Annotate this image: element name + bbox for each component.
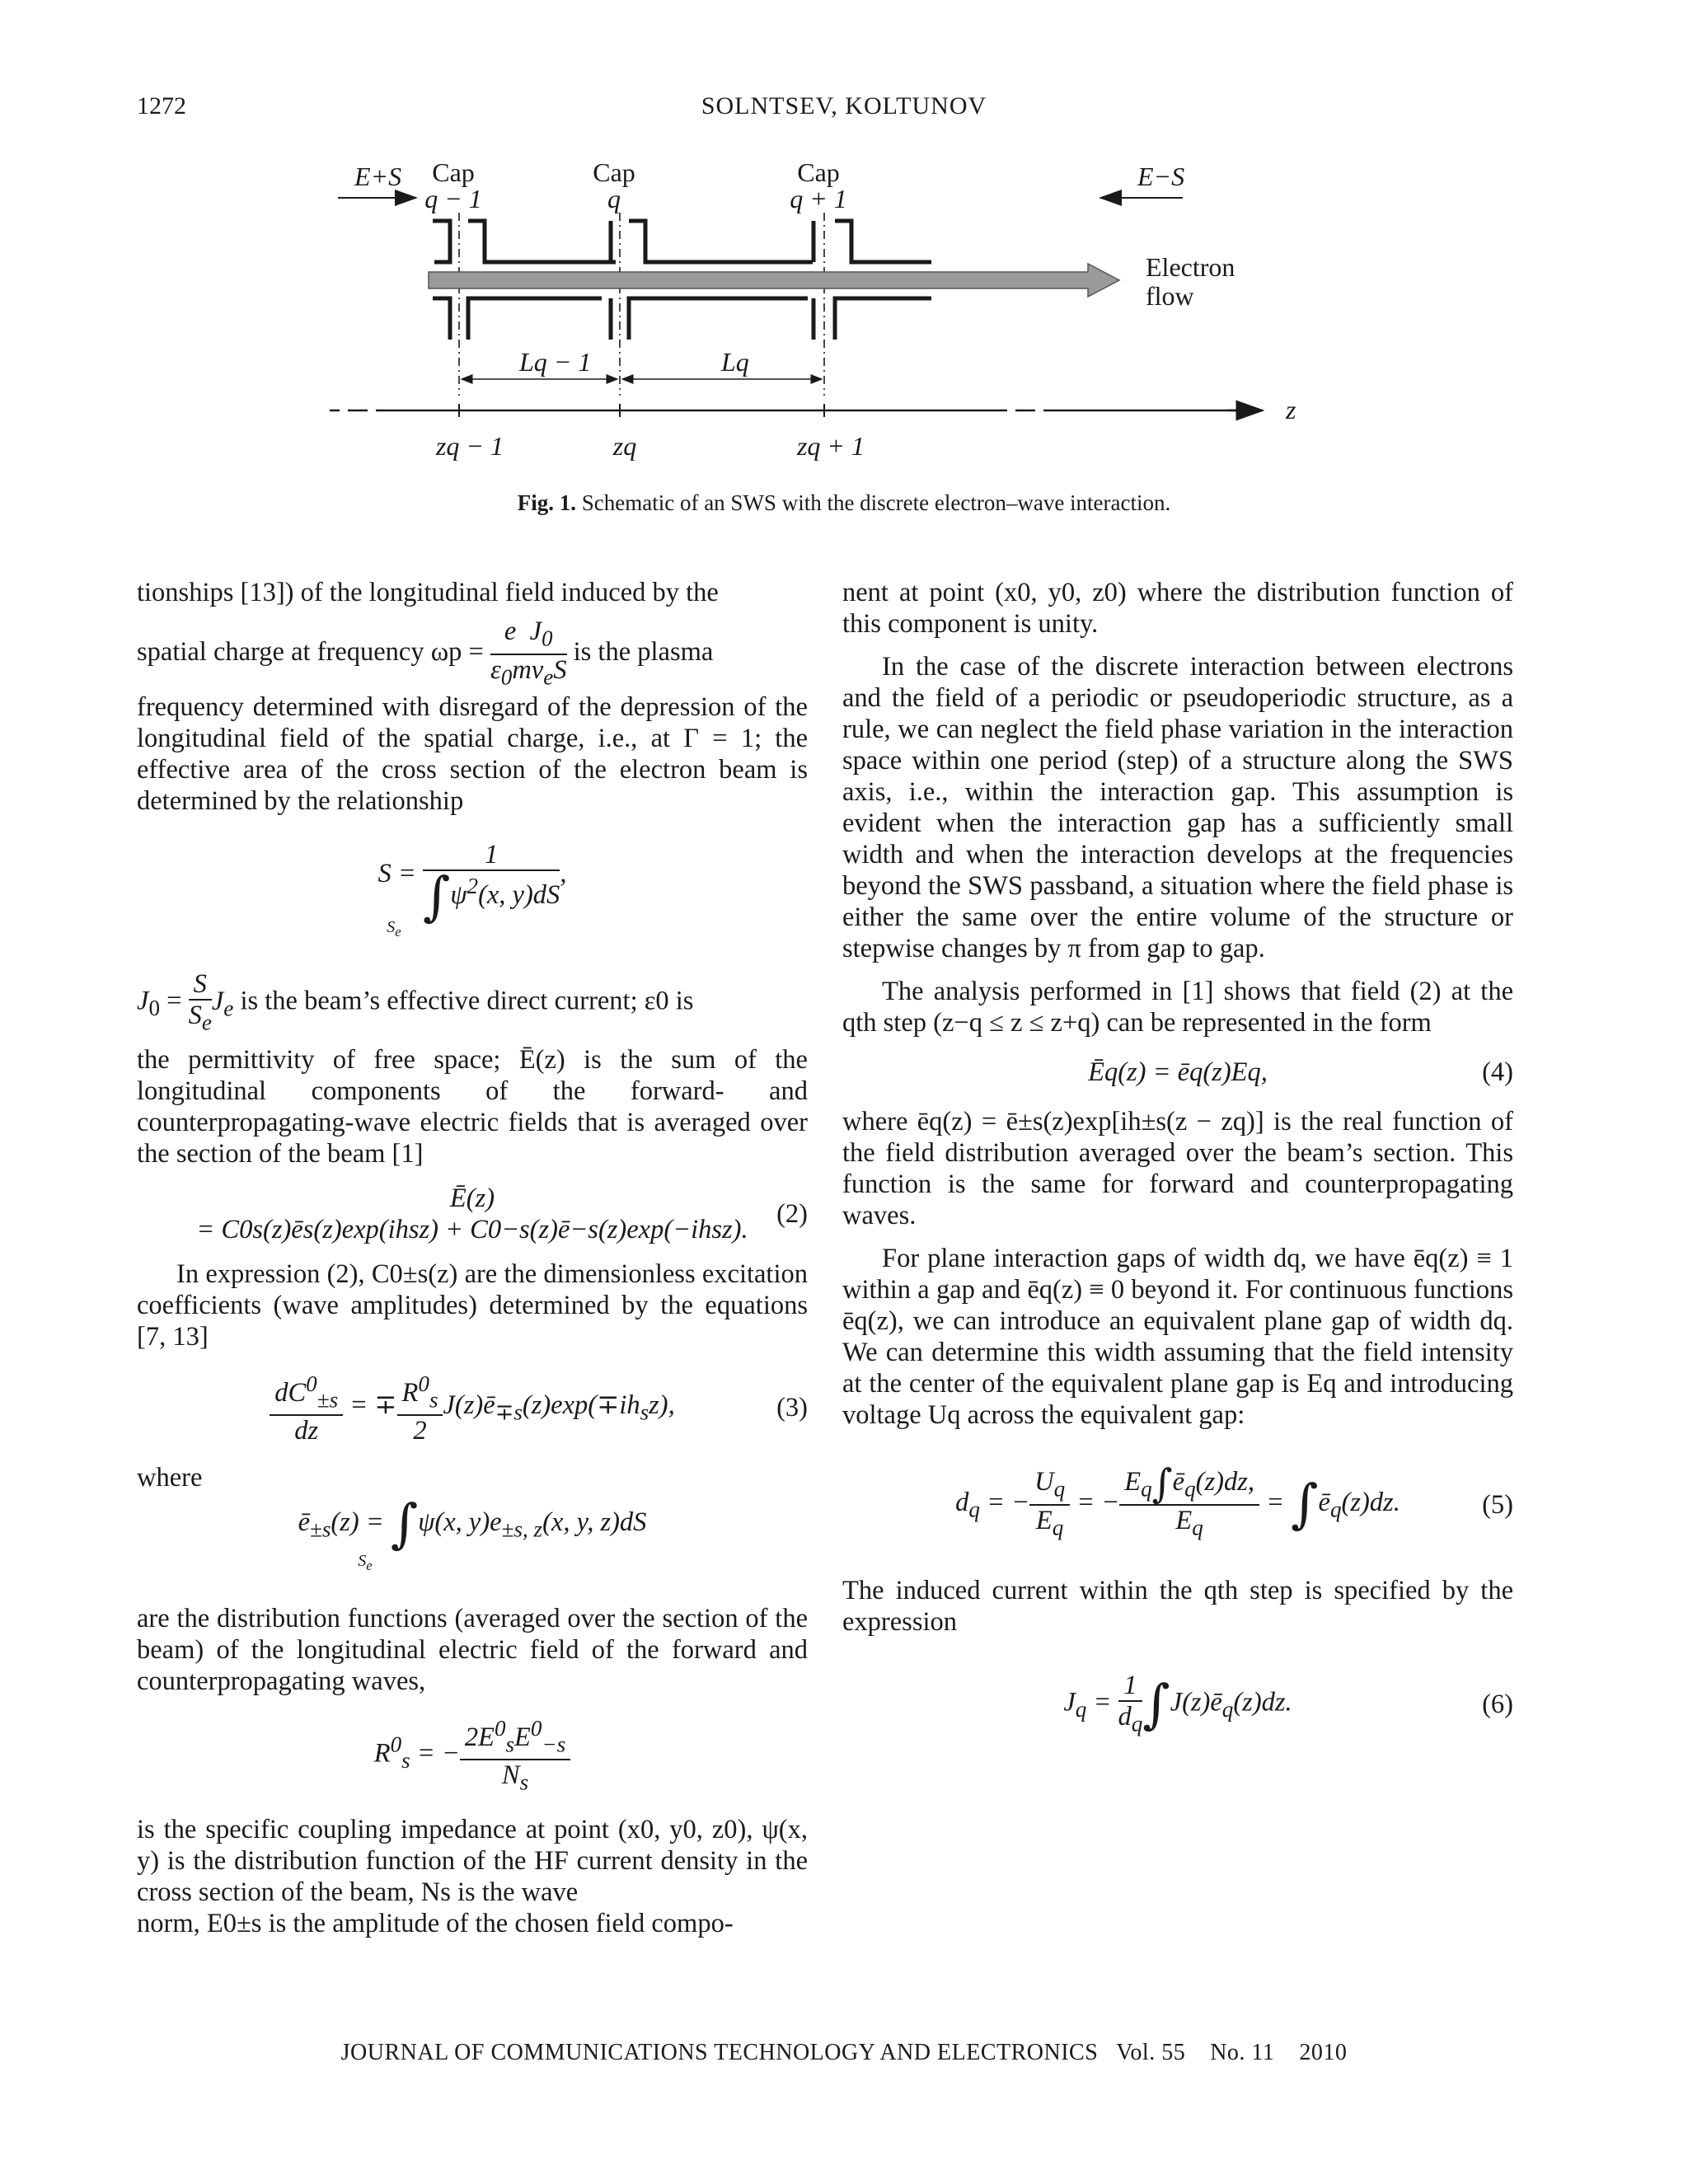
- left-para-7: is the specific coupling impedance at point (x0, y0, z0), ψ(x, y) is the distribution function of the HF current density in the cross section of the beam, Ns is the wave: [137, 1814, 808, 1907]
- equation-3-number: (3): [776, 1392, 808, 1422]
- plasma-frequency-fraction: $\frac{e J_0}{\varepsilon_0mv_eS}$: [490, 616, 567, 689]
- label-e-plus-s: E+S: [354, 162, 402, 191]
- right-para-3: The analysis performed in [1] shows that field (2) at the qth step (z−q ≤ z ≤ z+q) can be represented in the form: [842, 977, 1513, 1038]
- left-para-3: $J_0$ = $\frac{S}{S_e}$ $J_e$ is the beam’s effective direct current; ε0 is: [137, 969, 694, 1035]
- left-para-2c: frequency determined with disregard of the depression of the longitudinal field of the spatial charge, i.e., at Γ = 1; the effective area of the cross section of the electron beam is determined by the relationship: [137, 692, 808, 816]
- right-column: [842, 577, 1513, 1772]
- caption-text: Schematic of an SWS with the discrete electron–wave interaction.: [581, 490, 1171, 515]
- equation-2: Ē(z) = C0s(z)ēs(z)exp(ihsz) + C0−s(z)ē−s(z)exp(−ihsz). (2): [196, 1183, 808, 1244]
- figure-caption: [0, 490, 1688, 516]
- svg-text:q: q: [607, 184, 621, 213]
- svg-text:q − 1: q − 1: [424, 184, 482, 213]
- equation-4: Ēq(z) = ēq(z)Eq, (4): [1088, 1057, 1513, 1087]
- footer-year: 2010: [1299, 2040, 1348, 2065]
- label-z-axis: z: [1286, 395, 1296, 424]
- lower-tube-walls: [433, 298, 931, 340]
- figure-sws-schematic: [321, 148, 1335, 478]
- running-head: SOLNTSEV, KOLTUNOV: [701, 92, 987, 120]
- label-z-q-minus-1: zq − 1: [435, 431, 504, 461]
- label-z-q: zq: [612, 431, 637, 461]
- left-where: where: [137, 1463, 203, 1493]
- left-para-8: norm, E0±s is the amplitude of the chosen field compo-: [137, 1908, 734, 1938]
- svg-text:Cap: Cap: [797, 157, 840, 187]
- label-l-q: Lq: [721, 347, 749, 377]
- left-para-4: the permittivity of free space; Ē(z) is the sum of the longitudinal components of the forward- and counterpropagating-wave electric fields that is averaged over the section of the beam [1]: [137, 1044, 808, 1169]
- left-para-6: are the distribution functions (averaged over the section of the beam) of the longitudinal electric field of the forward and counterpropagating waves,: [137, 1603, 808, 1696]
- page-number: 1272: [137, 92, 186, 120]
- cap-label-2: [593, 157, 635, 213]
- right-para-4: where ēq(z) = ē±s(z)exp[ih±s(z − zq)] is the real function of the field distribution averaged over the beam’s section. This function is the same for forward and counterpropagating waves.: [842, 1107, 1513, 1230]
- right-para-1: nent at point (x0, y0, z0) where the distribution function of this component is unity.: [842, 578, 1513, 639]
- equation-coupling-impedance: $R^0_s$ = − $\frac{2E^0_sE^0_{-s}}{N_s}$: [137, 1713, 808, 1797]
- equation-2-number: (2): [776, 1198, 808, 1229]
- label-e-minus-s: E−S: [1137, 162, 1185, 191]
- footer-volume: Vol. 55: [1116, 2040, 1186, 2065]
- equation-6-number: (6): [1482, 1690, 1513, 1720]
- electron-label: Electron: [1146, 252, 1236, 282]
- equation-3: $\frac{dC^0_{\pm s}}{dz}$ = ∓ $\frac{R^0_s}{2}$ $J(z)ē_{\mp s}(z)\exp(\mp ih_sz)$, (3): [137, 1369, 808, 1446]
- right-para-2: In the case of the discrete interaction between electrons and the field of a periodic or pseudoperiodic structure, as a rule, we can neglect the field phase variation in the interaction space within one period (step) of a structure along the SWS axis, i.e., within the interaction gap. This assumption is evident when the interaction gap has a sufficiently small width and when the interaction develops at the frequencies beyond the SWS passband, a situation where the field phase is either the same over the entire volume of the structure or stepwise changes by π from gap to gap.: [842, 652, 1513, 963]
- label-l-q-minus-1: Lq − 1: [519, 347, 592, 377]
- left-para-5: In expression (2), C0±s(z) are the dimensionless excitation coefficients (wave amplitudes) determined by the equations [7, 13]: [137, 1258, 808, 1352]
- svg-text:Cap: Cap: [593, 157, 635, 187]
- svg-text:q + 1: q + 1: [790, 184, 847, 213]
- equation-5-number: (5): [1482, 1489, 1513, 1520]
- journal-footer: [0, 2040, 1688, 2066]
- cap-label-3: [790, 157, 847, 213]
- left-column: [137, 577, 808, 1939]
- label-z-q-plus-1: zq + 1: [796, 431, 865, 461]
- right-para-5: For plane interaction gaps of width dq, we have ēq(z) ≡ 1 within a gap and ēq(z) ≡ 0 beyond it. For continuous functions ēq(z), we can introduce an equivalent plane gap of width dq. We can determine this width assuming that the field intensity at the center of the equivalent plane gap is Eq and introducing voltage Uq across the equivalent gap:: [842, 1244, 1513, 1430]
- right-para-6: The induced current within the qth step is specified by the expression: [842, 1576, 1513, 1637]
- left-para-1: tionships [13]) of the longitudinal field induced by the: [137, 578, 719, 607]
- footer-number: No. 11: [1210, 2040, 1275, 2065]
- equation-4-number: (4): [1482, 1057, 1513, 1087]
- caption-label: Fig. 1.: [517, 490, 576, 515]
- electron-beam-arrow: [429, 264, 1119, 297]
- footer-journal: JOURNAL OF COMMUNICATIONS TECHNOLOGY AND ELECTRONICS: [340, 2040, 1099, 2065]
- gap-centerlines: [459, 213, 824, 396]
- equation-distribution-function: $ē_{\pm s}(z) = \int\psi(x$, $y)e_{\pm s, z}(x$, y, z)dS $S_e$: [298, 1493, 647, 1573]
- cap-label-1: [424, 157, 482, 213]
- equation-5: $d_q$ = − $\frac{U_q}{E_q}$ = − $\frac{E_q\int ē_q(z)dz,}{E_q}$ = $\int ē_q(z)dz$. (5): [955, 1460, 1513, 1540]
- equation-effective-area: S = $\frac{1}{\int\psi^2(x, y)dS}$ , $S_e$: [377, 840, 567, 940]
- flow-label: flow: [1146, 281, 1194, 311]
- left-para-2: spatial charge at frequency ωp = $\frac{e J_0}{\varepsilon_0mv_eS}$ is the plasma: [137, 616, 808, 691]
- equation-6: $J_q$ = $\frac{1}{d_q}$ $\int J(z)ē_q(z)dz$. (6): [1063, 1671, 1513, 1736]
- upper-tube-walls: [433, 221, 931, 262]
- svg-text:Cap: Cap: [432, 157, 475, 187]
